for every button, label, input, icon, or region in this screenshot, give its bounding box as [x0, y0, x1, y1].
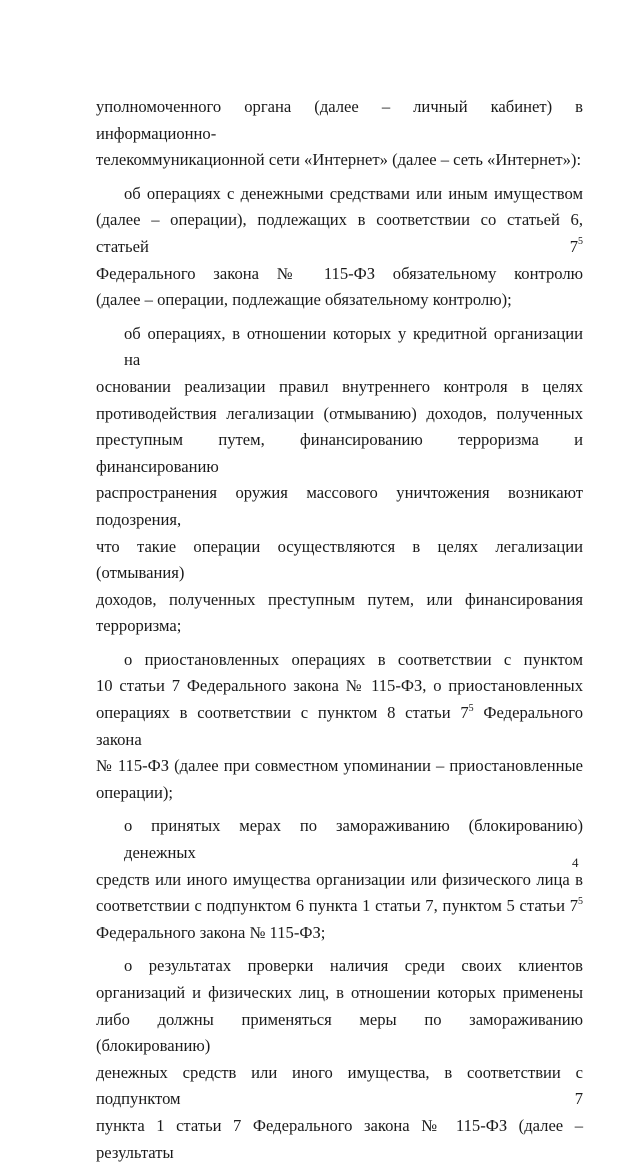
paragraph-4 — [96, 647, 583, 807]
text-line: о приостановленных операциях в соответствии с пунктом — [124, 649, 583, 669]
text-line: что такие операции осуществляются в целях легализации (отмывания) — [96, 536, 583, 583]
text-line: операциях в соответствии с пунктом 8 статьи $7^5$ Федерального закона — [96, 702, 583, 749]
paragraph-6 — [96, 953, 583, 1166]
text-line: № 115-ФЗ (далее при совместном упоминании – приостановленные — [96, 756, 583, 776]
text-line: телекоммуникационной сети «Интернет» (далее – сеть «Интернет»): — [96, 150, 582, 170]
text-line: об операциях с денежными средствами или иным имуществом — [124, 183, 583, 203]
text-line: уполномоченного органа (далее – личный кабинет) в информационно- — [96, 97, 583, 143]
text-line: средств или иного имущества организации или физического лица в — [96, 869, 583, 889]
page-number: 4 — [572, 855, 579, 870]
text-line: Федерального закона № 115-ФЗ; — [96, 922, 326, 942]
text-line: доходов, полученных преступным путем, или финансирования терроризма; — [96, 589, 583, 636]
paragraph-5 — [96, 813, 583, 946]
text-line: Федерального закона № 115-ФЗ обязательному контролю — [96, 263, 583, 283]
superscript: 5 — [468, 702, 474, 714]
text-line: организаций и физических лиц, в отношении которых применены — [96, 983, 583, 1002]
text-line: основании реализации правил внутреннего контроля в целях — [96, 376, 583, 396]
text-line: о результатах проверки наличия среди своих клиентов — [124, 956, 583, 976]
text-line: об операциях, в отношении которых у кредитной организации на — [124, 323, 583, 370]
superscript: 5 — [578, 895, 583, 907]
text-line: (далее – операции), подлежащих в соответствии со статьей 6, статьей $7^5$ — [96, 210, 583, 256]
text-line: о принятых мерах по замораживанию (блокированию) денежных — [124, 816, 583, 863]
body-text — [96, 94, 583, 1166]
text-line: 10 статьи 7 Федерального закона № 115-ФЗ, о приостановленных — [96, 676, 583, 696]
paragraph-1 — [96, 94, 583, 174]
text-line: (далее – операции, подлежащие обязательному контролю); — [96, 290, 512, 310]
text-line: операции); — [96, 782, 173, 802]
text-line: либо должны применяться меры по замораживанию (блокированию) — [96, 1009, 583, 1056]
text-line: преступным путем, финансированию терроризма и финансированию — [96, 430, 583, 476]
text-line: пункта 1 статьи 7 Федерального закона № 115-ФЗ (далее – результаты — [96, 1115, 583, 1162]
paragraph-3 — [96, 321, 583, 640]
text-line: распространения оружия массового уничтожения возникают подозрения, — [96, 483, 583, 529]
text-line: денежных средств или иного имущества, в соответствии с подпунктом 7 — [96, 1062, 583, 1109]
text-line: противодействия легализации (отмыванию) доходов, полученных — [96, 403, 583, 423]
paragraph-2 — [96, 181, 583, 314]
superscript: 5 — [578, 236, 583, 248]
text-line: соответствии с подпунктом 6 пункта 1 статьи 7, пунктом 5 статьи $7^5$ — [96, 895, 583, 916]
